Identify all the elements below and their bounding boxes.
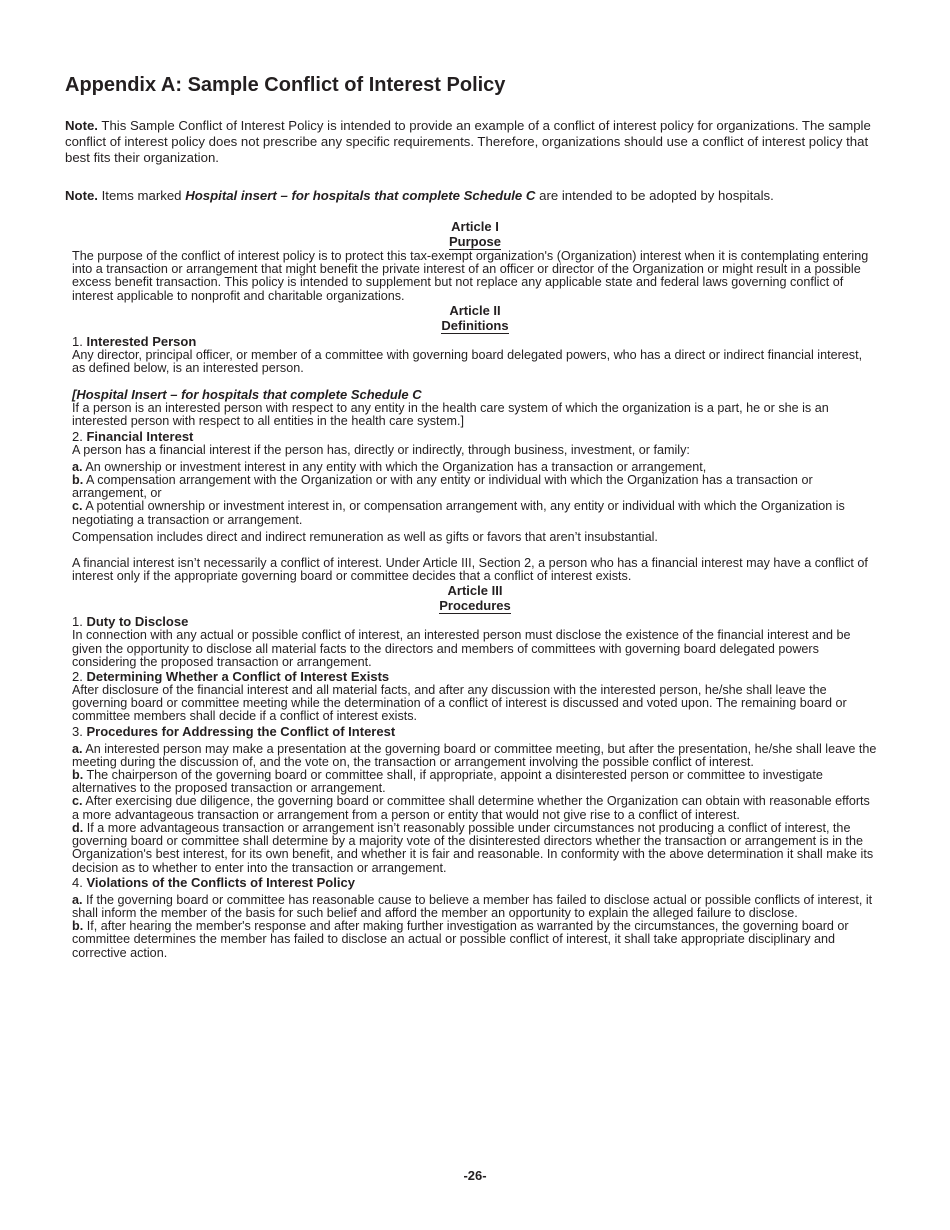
financial-interest-note-paragraph: A financial interest isn’t necessarily a conflict of interest. Under Article III, Section 2, a person who has a financial interest may have a conflict of interest only if the appropriate governing board or committee decides that a conflict of interest exists. <box>72 556 868 584</box>
article-subtitle: Definitions <box>441 317 509 333</box>
article-1-heading <box>72 219 878 250</box>
financial-interest-paragraph: A person has a financial interest if the person has, directly or indirectly, through business, investment, or family: <box>72 442 690 457</box>
note-text-post: are intended to be adopted by hospitals. <box>535 188 774 203</box>
section-heading-violations: 4. Violations of the Conflicts of Interest Policy <box>72 874 355 890</box>
note-paragraph-2 <box>65 188 875 204</box>
note-paragraph-1 <box>65 118 875 166</box>
article-subtitle: Purpose <box>448 234 501 249</box>
policy-body <box>72 219 878 960</box>
list-item: c. A potential ownership or investment interest in, or compensation arrangement with, any entity or individual with which the Organization is negotiating a transaction or arrangement. <box>72 499 845 527</box>
page-title: Appendix A: Sample Conflict of Interest Policy <box>65 74 506 96</box>
section-heading-interested-person: 1. Interested Person <box>72 333 197 349</box>
note-label: Note. <box>65 188 98 203</box>
duty-to-disclose-paragraph: In connection with any actual or possible conflict of interest, an interested person must disclose the existence of the financial interest and be given the opportunity to disclose all material facts to the directors and members of committees with governing board delegated powers considering the proposed transaction or arrangement. <box>72 628 851 669</box>
hospital-insert-paragraph: If a person is an interested person with respect to any entity in the health care system of which the organization is a part, he or she is an interested person with respect to all entities in the health care system.] <box>72 401 829 429</box>
list-item: c. After exercising due diligence, the governing board or committee shall determine whether the Organization can obtain with reasonable efforts a more advantageous transaction or arrangement from a person or entity that would not give rise to a conflict of interest. <box>72 794 870 822</box>
article-title: Article I <box>451 219 499 234</box>
compensation-paragraph: Compensation includes direct and indirect remuneration as well as gifts or favors that aren’t insubstantial. <box>72 529 658 544</box>
article-3-heading <box>72 583 878 614</box>
interested-person-paragraph: Any director, principal officer, or member of a committee with governing board delegated powers, who has a direct or indirect financial interest, as defined below, is an interested person. <box>72 347 863 376</box>
section-heading-determining-conflict: 2. Determining Whether a Conflict of Interest Exists <box>72 669 390 685</box>
determining-conflict-paragraph: After disclosure of the financial interest and all material facts, and after any discussion with the interested person, he/she shall leave the governing board or committee meeting while the determination of a conflict of interest is discussed and voted upon. The remaining board or committee members shall decide if a conflict of interest exists. <box>72 683 847 724</box>
article-title: Article III <box>447 583 503 599</box>
list-item: a. An interested person may make a presentation at the governing board or committee meeting, but after the presentation, he/she shall leave the meeting during the discussion of, and the vote on, the transaction or arrangement involving the possible conflict of interest. <box>72 741 877 769</box>
note-text-pre: Items marked <box>97 188 186 203</box>
list-item: b. The chairperson of the governing board or committee shall, if appropriate, appoint a disinterested person or committee to investigate alternatives to the proposed transaction or arrangement. <box>72 768 823 796</box>
note-label: Note. <box>65 118 98 133</box>
section-heading-duty-to-disclose: 1. Duty to Disclose <box>72 614 189 630</box>
hospital-insert-heading: [Hospital Insert – for hospitals that complete Schedule C <box>72 387 422 403</box>
list-item: a. If the governing board or committee has reasonable cause to believe a member has failed to disclose actual or possible conflicts of interest, it shall inform the member of the basis for such belief and afford the member an opportunity to explain the alleged failure to disclose. <box>72 892 873 920</box>
list-item: d. If a more advantageous transaction or arrangement isn’t reasonably possible under circumstances not producing a conflict of interest, the governing board or committee shall determine by a majority vote of the disinterested directors whether the transaction or arrangement is in the Organization's best interest, for its own benefit, and whether it is fair and reasonable. In conformity with the above determination it shall make its decision as to whether to enter into the transaction or arrangement. <box>72 820 874 875</box>
purpose-paragraph: The purpose of the conflict of interest policy is to protect this tax-exempt organization's (Organization) interest when it is contemplating entering into a transaction or arrangement that might benefit the private interest of an officer or director of the Organization or might result in a possible excess benefit transaction. This policy is intended to supplement but not replace any applicable state and federal laws governing conflict of interest applicable to nonprofit and charitable organizations. <box>72 249 869 303</box>
note-text: This Sample Conflict of Interest Policy is intended to provide an example of a conflict of interest policy for organizations. The sample conflict of interest policy does not prescribe any specific requirements. Therefore, organizations should use a conflict of interest policy that best fits their organization. <box>65 118 871 165</box>
article-2-heading <box>72 303 878 334</box>
list-item: a. An ownership or investment interest in any entity with which the Organization has a transaction or arrangement, <box>72 459 707 474</box>
section-heading-procedures: 3. Procedures for Addressing the Conflict of Interest <box>72 723 396 739</box>
page-number: -26- <box>463 1168 487 1183</box>
list-item: b. A compensation arrangement with the Organization or with any entity or individual with which the Organization has a transaction or arrangement, or <box>72 473 813 501</box>
note-hospital-emphasis: Hospital insert – for hospitals that complete Schedule C <box>185 188 536 203</box>
article-title: Article II <box>449 302 501 318</box>
list-item: b. If, after hearing the member's response and after making further investigation as warranted by the circumstances, the governing board or committee determines the member has failed to disclose an actual or possible conflict of interest, it shall take appropriate disciplinary and corrective action. <box>72 919 849 960</box>
section-heading-financial-interest: 2. Financial Interest <box>72 428 194 444</box>
article-subtitle: Procedures <box>439 598 511 614</box>
